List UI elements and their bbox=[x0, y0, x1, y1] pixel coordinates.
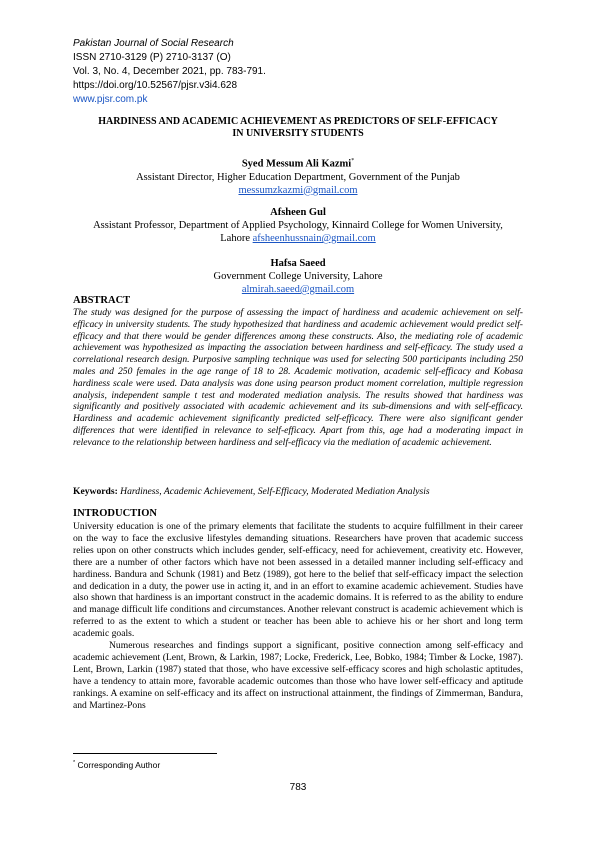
journal-doi[interactable]: https://doi.org/10.52567/pjsr.v3i4.628 bbox=[73, 80, 238, 91]
author-affiliation: Government College University, Lahore bbox=[213, 271, 383, 282]
keywords-text: Hardiness, Academic Achievement, Self-Efficacy, Moderated Mediation Analysis bbox=[117, 486, 430, 497]
author-email-link[interactable]: almirah.saeed@gmail.com bbox=[241, 284, 355, 295]
paper-title bbox=[73, 116, 523, 140]
author-email-link[interactable]: afsheenhussnain@gmail.com bbox=[252, 233, 376, 244]
author-block-1 bbox=[73, 155, 523, 197]
keywords-line bbox=[73, 486, 523, 498]
introduction-heading: INTRODUCTION bbox=[73, 508, 158, 519]
author-affiliation: Assistant Professor, Department of Applied Psychology, Kinnaird College for Women University, bbox=[93, 220, 503, 231]
author-block-3 bbox=[73, 257, 523, 296]
footnote-marker: * bbox=[73, 760, 76, 766]
footnote bbox=[73, 758, 160, 771]
footnote-text: Corresponding Author bbox=[75, 759, 161, 770]
author-name: Syed Messum Ali Kazmi bbox=[241, 158, 352, 170]
introduction-paragraph-2: Numerous researches and findings support a significant, positive connection among self-efficacy and academic achievement (Lent, Brown, & Larkin, 1987; Locke, Frederick, Lee, Bobko, 1984; Timber & Locke, 1987). Lent, Brown, Larkin (1987) stated that those, who have excessive self-efficacy scores and high scholastic aptitudes, have a tendency to attain more, favorable academic outcomes than those who have lower self-efficacy and aptitude rankings. A examine on self-efficacy and its affect on instructional attainment, the findings of Zimmerman, Bandura, and Martinez-Pons bbox=[73, 640, 523, 711]
corresponding-marker: * bbox=[351, 158, 355, 164]
paper-title-line-2: IN UNIVERSITY STUDENTS bbox=[232, 128, 364, 139]
author-name: Afsheen Gul bbox=[270, 207, 326, 218]
abstract-heading: ABSTRACT bbox=[73, 295, 131, 306]
footnote-divider bbox=[73, 753, 217, 754]
author-affiliation: Assistant Director, Higher Education Department, Government of the Punjab bbox=[136, 171, 460, 183]
journal-name: Pakistan Journal of Social Research bbox=[73, 38, 234, 49]
author-block-2 bbox=[73, 206, 523, 245]
author-name: Hafsa Saeed bbox=[270, 258, 326, 269]
paper-title-line-1: HARDINESS AND ACADEMIC ACHIEVEMENT AS PREDICTORS OF SELF-EFFICACY bbox=[98, 116, 498, 127]
journal-volume: Vol. 3, No. 4, December 2021, pp. 783-791. bbox=[73, 66, 266, 77]
introduction-paragraph-1: University education is one of the primary elements that facilitate the students to acquire fulfillment in their career on the way to face the exclusive lifestyles demanding situations. Researchers have proven that academic success relies upon on other constructs which includes gender, self-efficacy, need for achievement, creativity etc. However, there are a number of other factors which have not been assessed in a detailed manner including self-efficacy and hardiness. Bandura and Schunk (1981) and Betz (1989), got here to the belief that self-efficacy impact the selection and dedication in a duty, the power use in acting it, and in an effort to examine academic achievement. Studies have also shown that hardiness is an important construct in the academic domains. It is referred to as the ability to endure and manage difficult life conditions and circumstances. Another relevant construct is academic achievement which is referred to as the extent to which a student or teacher has been able to achieve his or her short and long term academic goals. bbox=[73, 521, 523, 640]
page-number: 783 bbox=[289, 782, 307, 793]
journal-website-link[interactable]: www.pjsr.com.pk bbox=[73, 94, 148, 105]
author-affiliation-city: Lahore bbox=[220, 233, 253, 244]
journal-issn: ISSN 2710-3129 (P) 2710-3137 (O) bbox=[73, 52, 231, 63]
author-email-link[interactable]: messumzkazmi@gmail.com bbox=[238, 184, 358, 196]
introduction-body bbox=[73, 521, 523, 712]
journal-header bbox=[73, 37, 266, 107]
abstract-text: The study was designed for the purpose of assessing the impact of hardiness and academic achievement on self-efficacy in university students. The study hypothesized that hardiness and academic achievement would predict self-efficacy and that there would be gender differences among these constructs. Also, the mediating role of academic achievement was hypothesized as impacting the association between hardiness and self-efficacy. The study used a correlational research design. Purposive sampling technique was used for selecting 500 participants including 250 males and 250 females in the age range of 18 to 28. Academic motivation, academic self-efficacy and Kobasa hardiness scale were used. Data analysis was done using pearson product moment correlation, multiple regression analysis, independent sample t test and moderated mediation analysis. The results showed that hardiness was significantly and positively associated with academic achievement and its sub-dimensions and with self-efficacy. Hardiness and academic achievement significantly predicted self-efficacy. There were also significant gender differences that were identified in relevance to self-efficacy. Apart from this, age had a moderating impact in relevance to the relationship between hardiness and self-efficacy via the mediation of academic achievement. bbox=[73, 307, 523, 448]
keywords-label: Keywords: bbox=[73, 486, 118, 497]
